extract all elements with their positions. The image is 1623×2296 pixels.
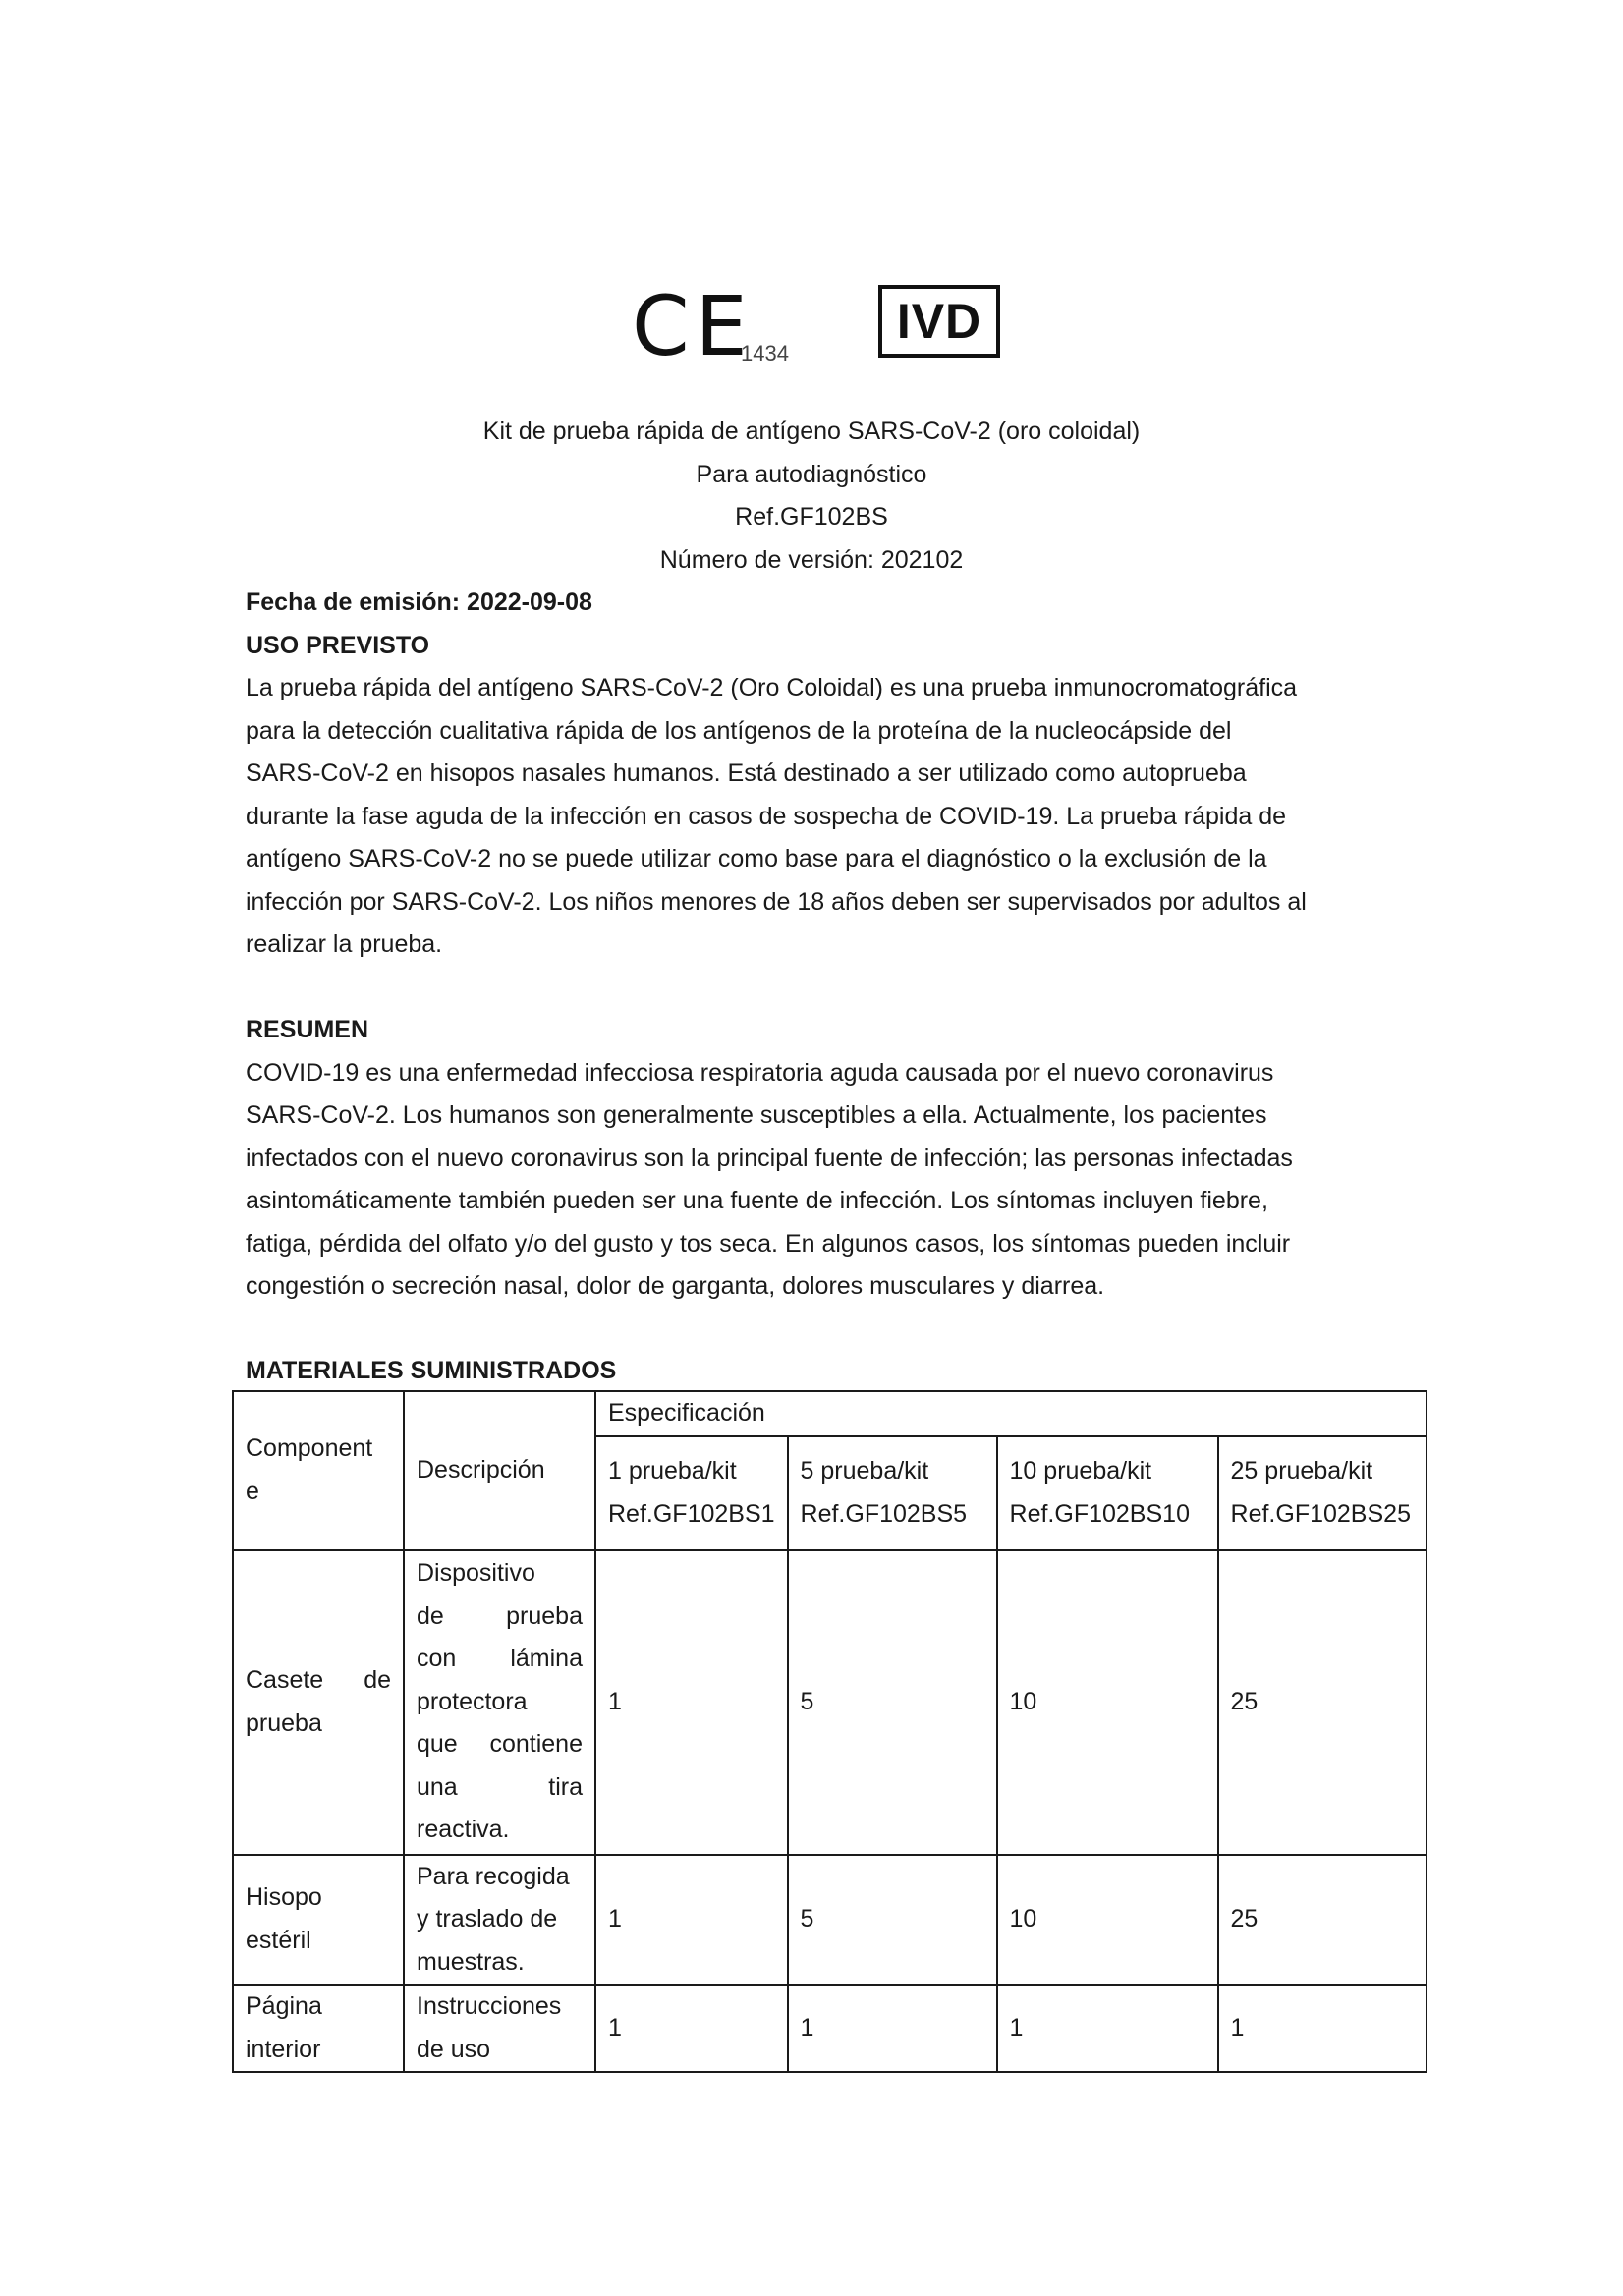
header-component [233,1391,404,1550]
text-line: La prueba rápida del antígeno SARS-CoV-2 (Oro Coloidal) es una prueba inmunocromatográfica [246,674,1298,701]
materials-heading: MATERIALES SUMINISTRADOS [246,1357,617,1384]
header-text: Ref.GF102BS1 [608,1499,775,1528]
cell-component [233,1855,404,1986]
document-title: Kit de prueba rápida de antígeno SARS-CoV-2 (oro coloidal) [482,418,1141,445]
version-number: Número de versión: 202102 [659,545,964,574]
issue-date: Fecha de emisión: 2022-09-08 [246,588,592,616]
text-line: de uso [417,2035,491,2063]
header-spec-1 [595,1436,788,1550]
text-line: asintomáticamente también pueden ser una fuente de infección. Los síntomas incluyen fiebre, [246,1187,1268,1214]
summary-section [246,1009,1375,1309]
text-line: COVID-19 es una enfermedad infecciosa respiratoria aguda causada por el nuevo coronavirus [246,1058,1274,1087]
cell-qty: 25 [1218,1855,1427,1986]
text-line: muestras. [417,1947,525,1976]
table-row [233,1550,1427,1855]
header-text: Component [246,1434,373,1463]
cell-text [246,1659,391,1745]
intended-use-paragraph [246,667,1375,967]
header-text: 10 prueba/kit [1009,1457,1152,1484]
intended-use-heading: USO PREVISTO [246,631,430,659]
header-text: Ref.GF102BS10 [1009,1499,1190,1528]
cell-description [404,1985,595,2072]
summary-paragraph [246,1052,1375,1309]
header-text: 5 prueba/kit [800,1457,929,1484]
text-line: para la detección cualitativa rápida de los antígenos de la proteína de la nucleocápside del [246,716,1232,745]
cell-qty: 10 [997,1550,1218,1855]
text-line: SARS-CoV-2. Los humanos son generalmente susceptibles a ella. Actualmente, los pacientes [246,1101,1267,1129]
header-text: Ref.GF102BS25 [1230,1499,1411,1528]
document-subtitle: Para autodiagnóstico [696,460,927,488]
text-line: prueba [246,1708,322,1737]
text-line: congestión o secreción nasal, dolor de garganta, dolores musculares y diarrea. [246,1272,1105,1300]
table-header-row [233,1391,1427,1436]
cell-qty: 5 [788,1550,997,1855]
text-line: durante la fase aguda de la infección en casos de sospecha de COVID-19. La prueba rápida de [246,802,1287,830]
table-row [233,1985,1427,2072]
text-line: Hisopo [246,1883,322,1912]
cell-qty: 1 [595,1550,788,1855]
cell-qty: 1 [595,1855,788,1986]
cell-qty: 10 [997,1855,1218,1986]
text-line: infectados con el nuevo coronavirus son la principal fuente de infección; las personas infectadas [246,1144,1293,1172]
ce-mark-icon: CE [632,278,754,374]
header-text: e [246,1477,259,1505]
text-line: Para recogida [417,1862,570,1890]
text-line: que contiene [417,1730,583,1759]
header-text: 1 prueba/kit [608,1457,737,1484]
cell-qty: 5 [788,1855,997,1986]
text-line: con lámina [417,1645,583,1673]
header-description: Descripción [404,1391,595,1550]
materials-table [232,1390,1427,2073]
text-line: estéril [246,1926,311,1954]
cell-component [233,1985,404,2072]
text-line: realizar la prueba. [246,930,443,958]
regulatory-logos [0,280,1623,378]
text-line: interior [246,2035,321,2063]
header-spec-10 [997,1436,1218,1550]
cell-description [404,1855,595,1986]
header-text: Ref.GF102BS5 [800,1499,968,1528]
text-line: fatiga, pérdida del olfato y/o del gusto y tos seca. En algunos casos, los síntomas pueden incluir [246,1229,1291,1258]
text-line: infección por SARS-CoV-2. Los niños menores de 18 años deben ser supervisados por adultos al [246,887,1307,916]
text-line: SARS-CoV-2 en hisopos nasales humanos. Está destinado a ser utilizado como autoprueba [246,759,1247,787]
text-line: y traslado de [417,1905,558,1932]
table-row [233,1855,1427,1986]
header-spec-5 [788,1436,997,1550]
product-reference: Ref.GF102BS [735,503,888,531]
cell-qty: 1 [788,1985,997,2072]
summary-heading: RESUMEN [246,1016,369,1043]
text-line: Dispositivo [417,1559,535,1588]
ivd-icon [878,285,1000,358]
intended-use-section [246,582,1375,967]
text-line: Instrucciones [417,1992,562,2020]
text-line: antígeno SARS-CoV-2 no se puede utilizar como base para el diagnóstico o la exclusión de la [246,845,1267,872]
text-line: Página [246,1992,322,2020]
text-line: de prueba [417,1601,583,1630]
header-text: 25 prueba/kit [1230,1457,1373,1484]
header-specification: Especificación [595,1391,1427,1436]
cell-qty: 25 [1218,1550,1427,1855]
header-spec-25 [1218,1436,1427,1550]
cell-qty: 1 [595,1985,788,2072]
text-line: protectora [417,1687,528,1715]
cell-description [404,1550,595,1855]
cell-qty: 1 [1218,1985,1427,2072]
ivd-label: IVD [896,294,982,349]
title-block [0,411,1623,582]
text-line: una tira [417,1772,583,1801]
cell-component [233,1550,404,1855]
notified-body-number: 1434 [741,341,789,365]
text-line: Casete de [246,1666,391,1694]
text-line: reactiva. [417,1816,510,1844]
cell-qty: 1 [997,1985,1218,2072]
